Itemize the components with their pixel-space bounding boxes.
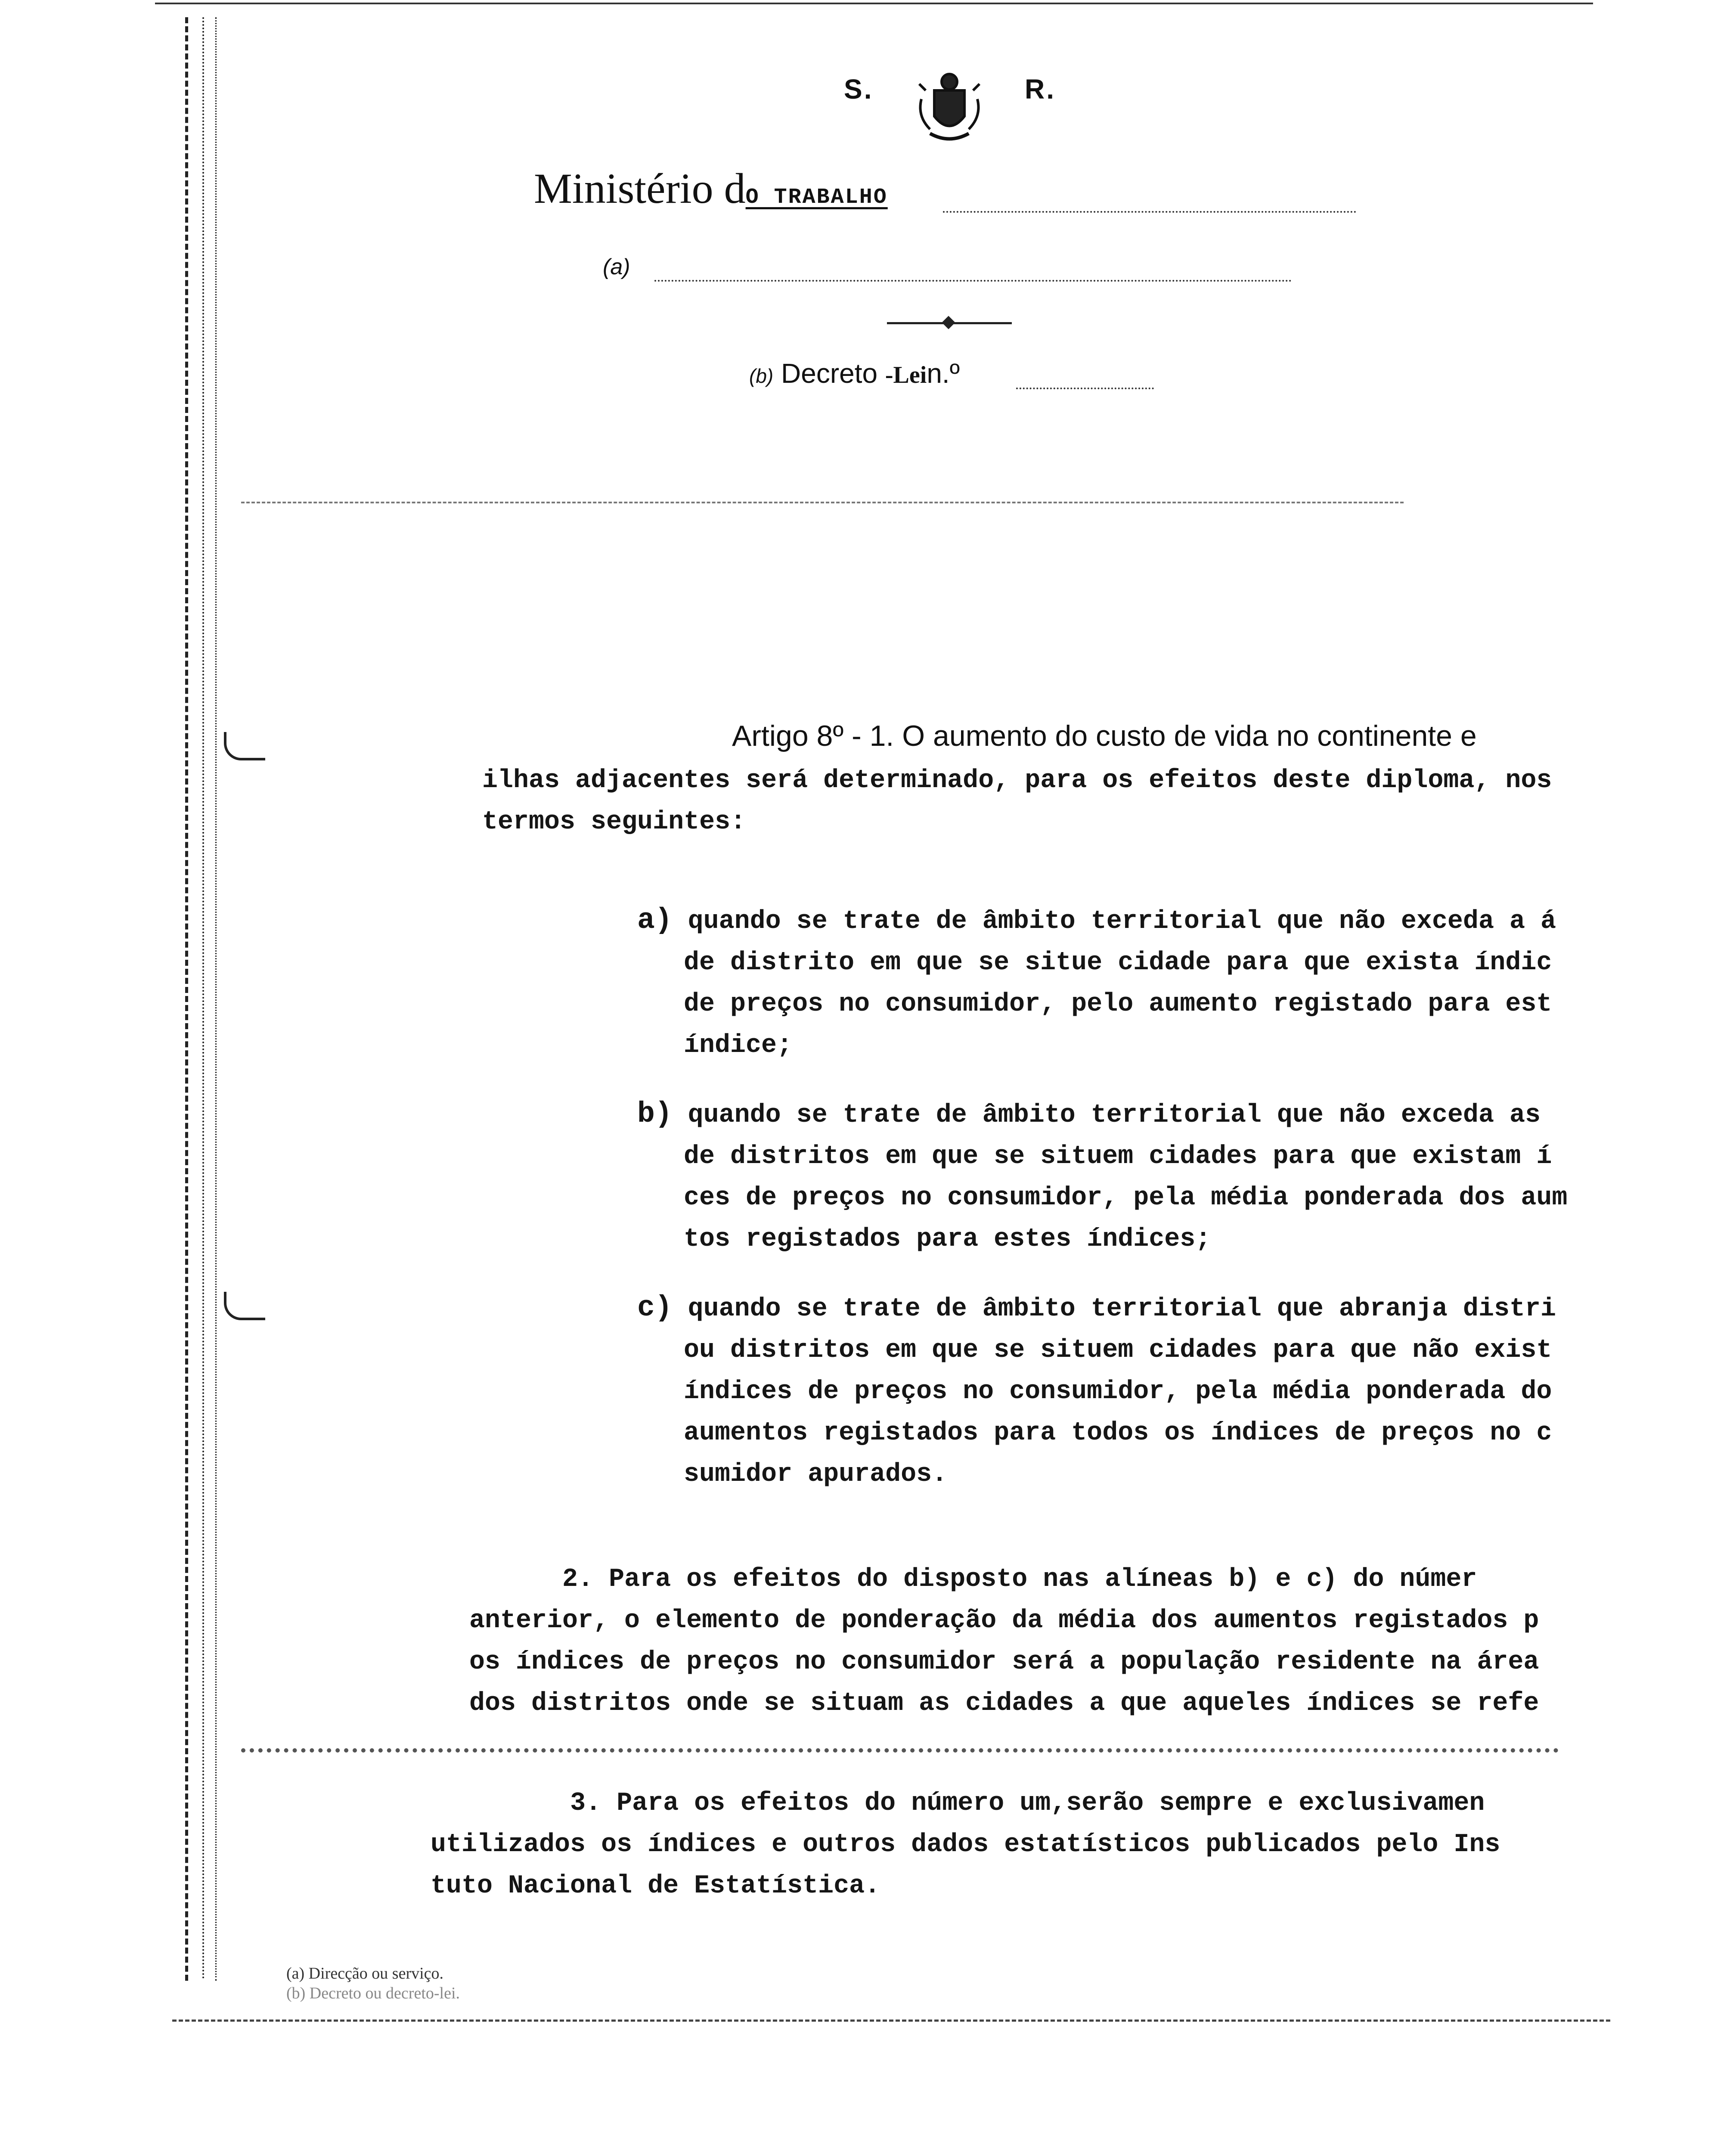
ministry-fill-rule (943, 211, 1356, 213)
decree-label: Decreto (781, 358, 885, 389)
header-divider-ornament (942, 316, 955, 329)
item-line: ces de preços no consumidor, pela média ponderada dos aum (684, 1183, 1568, 1213)
item-b (637, 1094, 1567, 1260)
paragraph-line: utilizados os índices e outros dados estatísticos publicados pelo Ins (431, 1830, 1500, 1859)
paragraph-line: 3. Para os efeitos do número um,serão sempre e exclusivamen (570, 1789, 1485, 1818)
bottom-rule (172, 2020, 1610, 2022)
header-letter-s: S. (844, 74, 874, 105)
ministry-line (534, 164, 888, 213)
decree-suffix: n.º (927, 358, 960, 389)
item-line: quando se trate de âmbito territorial que não exceda a á (688, 907, 1556, 936)
article-heading: Artigo 8º - 1. O aumento do custo de vida no continente e (732, 720, 1477, 752)
binding-holes-left (185, 17, 188, 1981)
binding-marks-left-inner (215, 17, 217, 1981)
article-line: ilhas adjacentes será determinado, para os efeitos deste diploma, nos (482, 766, 1552, 795)
item-line: aumentos registados para todos os índices de preços no c (684, 1418, 1552, 1448)
paragraph-2 (469, 1559, 1539, 1724)
decree-marker: (b) (749, 365, 774, 387)
service-line-marker: (a) (603, 254, 630, 279)
article-line: termos seguintes: (482, 807, 746, 837)
item-line: de preços no consumidor, pelo aumento registado para est (684, 990, 1552, 1019)
item-marker: c) (637, 1291, 673, 1325)
item-line: ou distritos em que se situem cidades para que não exist (684, 1336, 1552, 1365)
article-intro (482, 760, 1552, 843)
item-marker: a) (637, 904, 673, 937)
ministry-name: O TRABALHO (745, 185, 888, 210)
paragraph-line: dos distritos onde se situam as cidades a que aqueles índices se refe (469, 1689, 1539, 1718)
item-line: sumidor apurados. (684, 1460, 948, 1489)
margin-bracket-mark (224, 732, 265, 760)
scan-noise-band (241, 1748, 1559, 1753)
footnotes (286, 1964, 460, 2003)
binding-marks-left (202, 17, 204, 1981)
item-line: índice; (684, 1031, 793, 1060)
top-border-rule (155, 3, 1593, 4)
item-line: quando se trate de âmbito territorial que abranja distri (688, 1294, 1556, 1324)
ministry-prefix: Ministério d (534, 164, 746, 212)
service-fill-rule (654, 280, 1292, 282)
item-line: de distrito em que se situe cidade para que exista índic (684, 948, 1552, 977)
item-line: quando se trate de âmbito territorial que não exceda as (688, 1101, 1541, 1130)
header-letter-r: R. (1025, 74, 1056, 105)
paragraph-line: 2. Para os efeitos do disposto nas alíneas b) e c) do númer (562, 1565, 1477, 1594)
footnote-a: (a) Direcção ou serviço. (286, 1964, 444, 1982)
decree-line (749, 357, 960, 389)
faint-separator (241, 502, 1404, 503)
item-marker: b) (637, 1098, 673, 1131)
item-a (637, 900, 1556, 1066)
item-line: de distritos em que se situem cidades para que existam í (684, 1142, 1552, 1171)
decree-fill-rule (1016, 388, 1154, 389)
paragraph-line: anterior, o elemento de ponderação da média dos aumentos registados p (469, 1606, 1539, 1635)
paragraph-3 (431, 1783, 1500, 1907)
paragraph-line: os índices de preços no consumidor será a população residente na área (469, 1647, 1539, 1677)
paragraph-line: tuto Nacional de Estatística. (431, 1871, 880, 1901)
margin-bracket-mark (224, 1292, 265, 1320)
item-line: tos registados para estes índices; (684, 1225, 1211, 1254)
footnote-b: (b) Decreto ou decreto-lei. (286, 1984, 460, 2002)
item-line: índices de preços no consumidor, pela média ponderada do (684, 1377, 1552, 1406)
coat-of-arms-icon (913, 65, 986, 146)
item-c (637, 1287, 1556, 1495)
decree-handwritten: -Lei (885, 362, 927, 388)
